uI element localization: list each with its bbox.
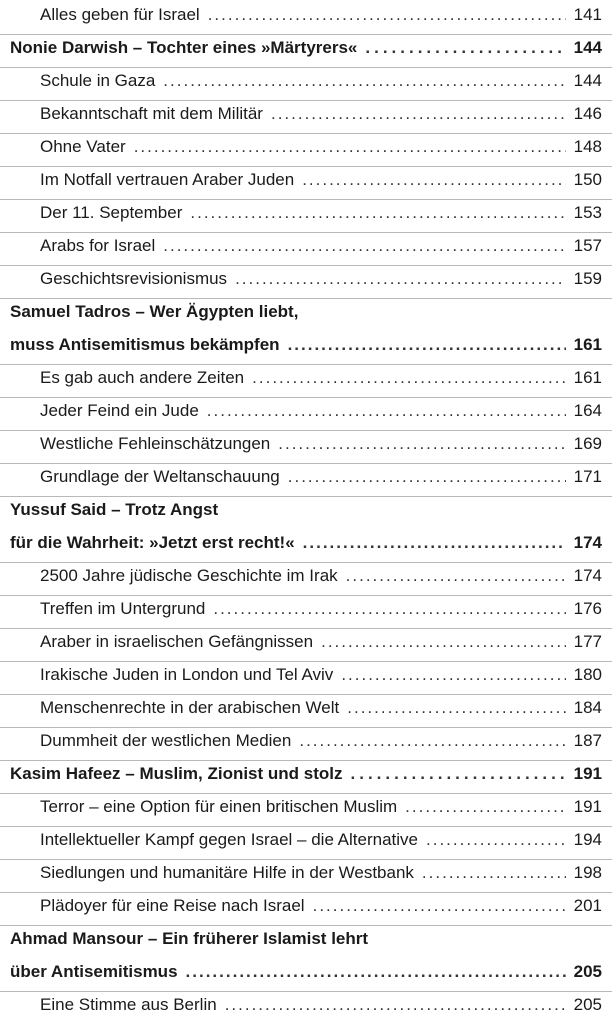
entry-page: 171 (573, 467, 602, 486)
entry-page: 177 (573, 632, 602, 651)
toc-entry (0, 462, 612, 497)
entry-title: Irakische Juden in London und Tel Aviv (40, 665, 334, 684)
toc-entry (0, 396, 612, 431)
entry-title: Westliche Fehleinschätzungen (40, 434, 271, 453)
entry-page: 148 (573, 137, 602, 156)
entry-page: 169 (573, 434, 602, 453)
toc-entry (0, 858, 612, 893)
dot-leader (225, 990, 566, 1020)
entry-title: Ohne Vater (40, 137, 126, 156)
chapter-page: 174 (573, 533, 602, 552)
entry-page: 153 (573, 203, 602, 222)
chapter-title: Nonie Darwish – Tochter eines »Märtyrers« (10, 38, 358, 57)
chapter-title: Ahmad Mansour – Ein früherer Islamist lehrt (10, 929, 369, 948)
chapter-title: Yussuf Said – Trotz Angst (10, 500, 219, 519)
dot-leader (299, 726, 565, 756)
dot-leader (208, 0, 566, 30)
entry-page: 184 (573, 698, 602, 717)
toc-entry (0, 0, 612, 35)
entry-page: 164 (573, 401, 602, 420)
entry-title: Bekanntschaft mit dem Militär (40, 104, 263, 123)
entry-title: Grundlage der Weltanschauung (40, 467, 280, 486)
chapter-page: 161 (573, 335, 602, 354)
entry-title: Jeder Feind ein Jude (40, 401, 199, 420)
entry-title: Schule in Gaza (40, 71, 156, 90)
dot-leader (271, 99, 566, 129)
toc-entry (0, 594, 612, 629)
toc-chapter (0, 759, 612, 794)
entry-title: Arabs for Israel (40, 236, 156, 255)
dot-leader (321, 627, 566, 657)
dot-leader (213, 594, 565, 624)
toc-chapter-line1 (0, 924, 612, 958)
toc-entry (0, 627, 612, 662)
entry-title: Intellektueller Kampf gegen Israel – die Alternative (40, 830, 419, 849)
entry-title: Araber in israelischen Gefängnissen (40, 632, 314, 651)
chapter-title: Samuel Tadros – Wer Ägypten liebt, (10, 302, 299, 321)
toc-chapter (0, 330, 612, 365)
entry-title: Terror – eine Option für einen britischen Muslim (40, 797, 398, 816)
entry-page: 198 (573, 863, 602, 882)
dot-leader (351, 759, 566, 789)
dot-leader (341, 660, 565, 690)
entry-page: 180 (573, 665, 602, 684)
entry-page: 201 (573, 896, 602, 915)
toc-entry (0, 990, 612, 1024)
chapter-title: Kasim Hafeez – Muslim, Zionist und stolz (10, 764, 343, 783)
entry-page: 161 (573, 368, 602, 387)
chapter-title: muss Antisemitismus bekämpfen (10, 335, 280, 354)
dot-leader (288, 330, 566, 360)
toc-entry (0, 792, 612, 827)
chapter-title: für die Wahrheit: »Jetzt erst recht!« (10, 533, 295, 552)
entry-title: Geschichtsrevisionismus (40, 269, 228, 288)
entry-page: 146 (573, 104, 602, 123)
dot-leader (235, 264, 566, 294)
chapter-title: über Antisemitismus (10, 962, 178, 981)
dot-leader (346, 561, 566, 591)
entry-title: Eine Stimme aus Berlin (40, 995, 217, 1014)
dot-leader (207, 396, 566, 426)
entry-title: Im Notfall vertrauen Araber Juden (40, 170, 295, 189)
entry-page: 144 (573, 71, 602, 90)
dot-leader (303, 528, 566, 558)
toc-chapter-line1 (0, 297, 612, 331)
toc-entry (0, 660, 612, 695)
toc-entry (0, 561, 612, 596)
toc-entry (0, 891, 612, 926)
toc-entry (0, 264, 612, 299)
dot-leader (163, 66, 565, 96)
entry-title: Menschenrechte in der arabischen Welt (40, 698, 340, 717)
dot-leader (302, 165, 565, 195)
chapter-page: 191 (573, 764, 602, 783)
toc-chapter-line1 (0, 495, 612, 529)
chapter-page: 205 (573, 962, 602, 981)
entry-title: Es gab auch andere Zeiten (40, 368, 245, 387)
toc-entry (0, 198, 612, 233)
toc-entry (0, 726, 612, 761)
entry-page: 205 (573, 995, 602, 1014)
entry-title: Treffen im Untergrund (40, 599, 206, 618)
dot-leader (278, 429, 565, 459)
entry-title: Siedlungen und humanitäre Hilfe in der Westbank (40, 863, 414, 882)
toc-entry (0, 231, 612, 266)
toc-entry (0, 429, 612, 464)
entry-title: 2500 Jahre jüdische Geschichte im Irak (40, 566, 338, 585)
entry-page: 157 (573, 236, 602, 255)
toc-entry (0, 363, 612, 398)
dot-leader (190, 198, 565, 228)
entry-page: 174 (573, 566, 602, 585)
entry-page: 141 (573, 5, 602, 24)
dot-leader (422, 858, 566, 888)
entry-page: 194 (573, 830, 602, 849)
dot-leader (252, 363, 565, 393)
entry-title: Der 11. September (40, 203, 183, 222)
dot-leader (347, 693, 565, 723)
toc-entry (0, 66, 612, 101)
dot-leader (134, 132, 566, 162)
dot-leader (426, 825, 566, 855)
dot-leader (288, 462, 566, 492)
toc-entry (0, 99, 612, 134)
toc-chapter (0, 957, 612, 992)
entry-page: 191 (573, 797, 602, 816)
entry-page: 176 (573, 599, 602, 618)
dot-leader (365, 33, 565, 63)
toc-entry (0, 165, 612, 200)
entry-page: 150 (573, 170, 602, 189)
toc-entry (0, 693, 612, 728)
entry-page: 159 (573, 269, 602, 288)
toc-chapter (0, 33, 612, 68)
toc-entry (0, 132, 612, 167)
chapter-page: 144 (573, 38, 602, 57)
dot-leader (186, 957, 566, 987)
toc-chapter (0, 528, 612, 563)
dot-leader (313, 891, 566, 921)
entry-title: Plädoyer für eine Reise nach Israel (40, 896, 305, 915)
dot-leader (163, 231, 565, 261)
dot-leader (405, 792, 565, 822)
entry-page: 187 (573, 731, 602, 750)
toc-entry (0, 825, 612, 860)
entry-title: Dummheit der westlichen Medien (40, 731, 292, 750)
entry-title: Alles geben für Israel (40, 5, 200, 24)
